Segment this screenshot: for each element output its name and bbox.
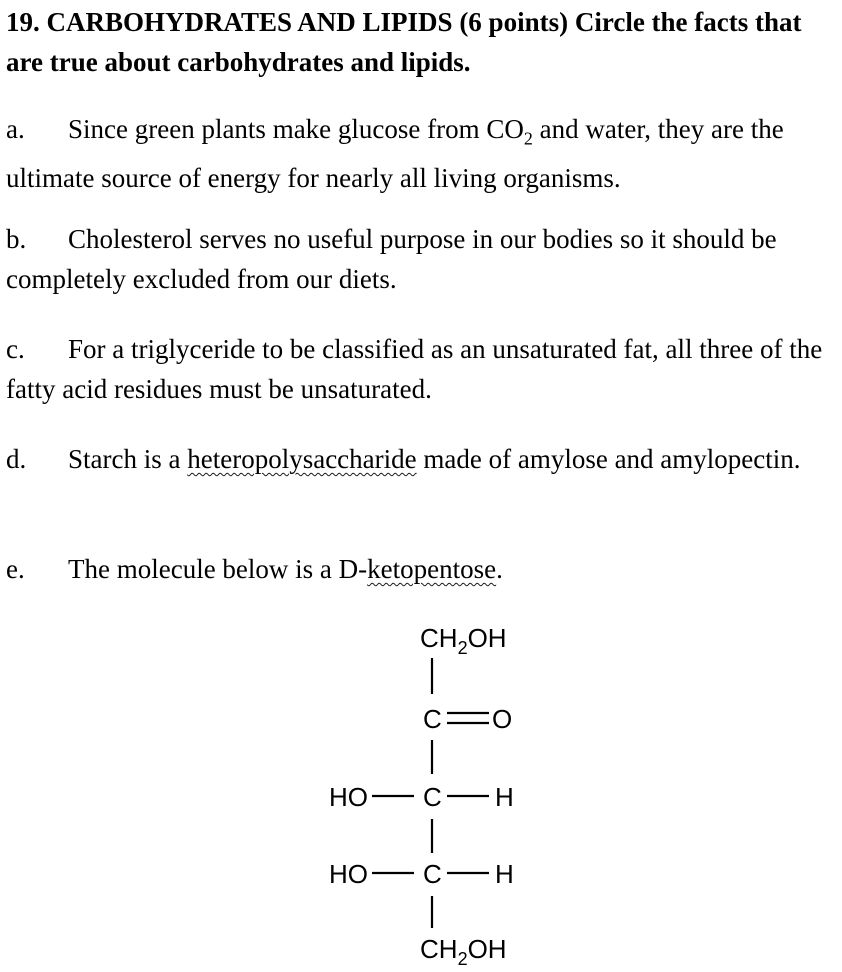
option-e-flagged-word: ketopentose xyxy=(367,554,497,584)
option-d-label: d. xyxy=(6,444,27,474)
option-e-label: e. xyxy=(6,554,25,584)
carbonyl-oxygen: O xyxy=(492,704,513,734)
option-d-text-end: made of amylose and amylopectin. xyxy=(416,444,801,474)
bottom-ch2oh: $CH_2OH$ xyxy=(420,934,507,969)
option-a-label: a. xyxy=(6,114,25,144)
row1-h: H xyxy=(495,782,514,812)
row2-carbon: C xyxy=(423,859,442,889)
option-b-text: Cholesterol serves no useful purpose in our bodies so it should be completely excluded from our diets. xyxy=(6,224,777,294)
row1-carbon: C xyxy=(423,782,442,812)
option-d-flagged-word: heteropolysaccharide xyxy=(187,444,417,474)
option-a-subscript: 2 xyxy=(523,128,533,149)
option-a-text-end: and water, they are the ultimate source of energy for nearly all living organisms. xyxy=(6,114,784,194)
row2-h: H xyxy=(495,859,514,889)
option-d-text-start: Starch is a xyxy=(68,444,188,474)
option-b-label: b. xyxy=(6,224,27,254)
option-c-label: c. xyxy=(6,334,25,364)
question-title: 19. CARBOHYDRATES AND LIPIDS (6 points) Circle the facts that are true about carbohydrates and lipids. xyxy=(6,7,802,77)
carbonyl-carbon: C xyxy=(423,704,442,734)
option-a-text-start: Since green plants make glucose from CO xyxy=(68,114,524,144)
row1-ho: HO xyxy=(329,782,368,812)
option-e-text-end: . xyxy=(496,554,503,584)
top-ch2oh: $CH_2OH$ xyxy=(420,623,507,658)
row2-ho: HO xyxy=(329,859,368,889)
option-c-text: For a triglyceride to be classified as an unsaturated fat, all three of the fatty acid residues must be unsaturated. xyxy=(6,334,823,404)
option-e-text-start: The molecule below is a D- xyxy=(68,554,368,584)
